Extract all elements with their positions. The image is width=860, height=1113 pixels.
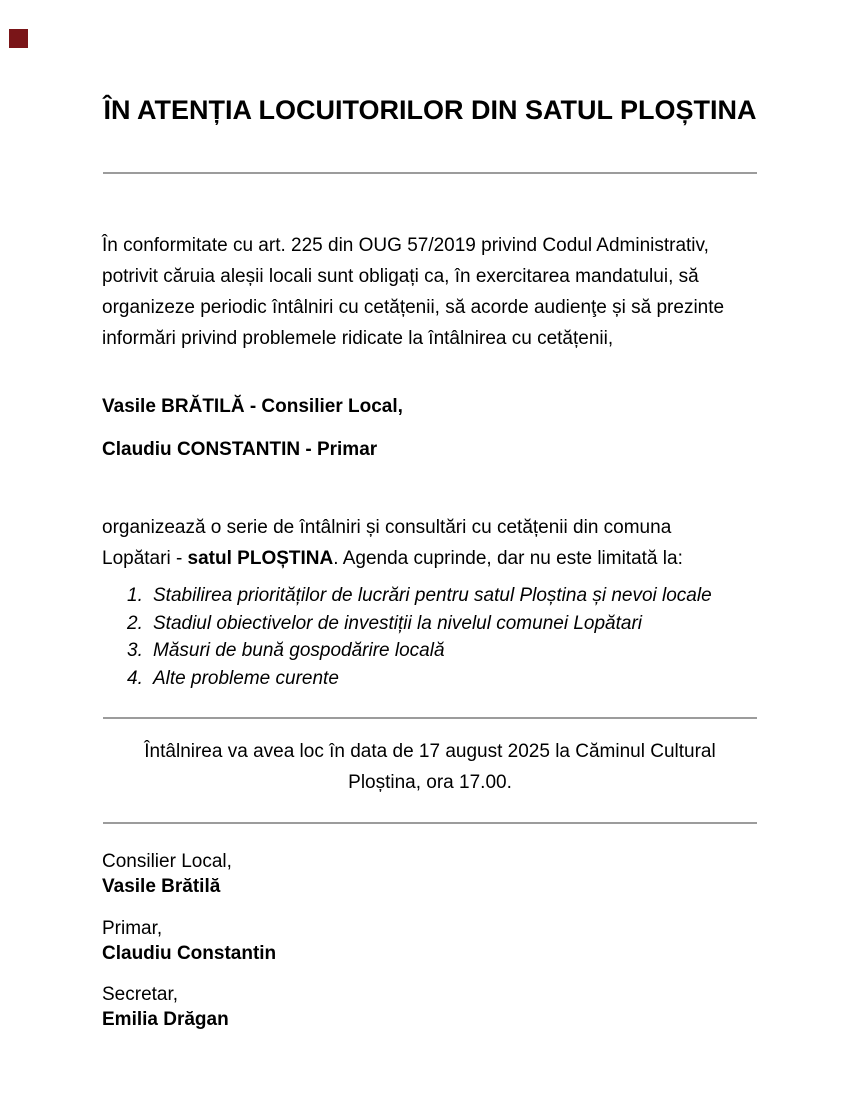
- agenda-item: [102, 582, 712, 610]
- official-consilier-local: Vasile BRĂTILĂ - Consilier Local,: [102, 396, 403, 417]
- meeting-line: Întâlnirea va avea loc în data de 17 august 2025 la Căminul Cultural: [144, 741, 716, 762]
- agenda-list: [102, 582, 712, 692]
- organize-text: Lopătari -: [102, 548, 188, 569]
- intro-line: potrivit căruia aleșii locali sunt obligați ca, în exercitarea mandatului, să: [102, 266, 699, 287]
- divider-top: [103, 172, 757, 174]
- intro-line: informări privind problemele ridicate la întâlnirea cu cetățenii,: [102, 328, 614, 349]
- meeting-line: Ploștina, ora 17.00.: [348, 772, 512, 793]
- intro-line: organizeze periodic întâlniri cu cetățenii, să acorde audienţe și să prezinte: [102, 297, 725, 318]
- page-title: ÎN ATENȚIA LOCUITORILOR DIN SATUL PLOȘTINA: [103, 95, 757, 125]
- signature-consilier: [102, 849, 232, 899]
- meeting-notice: [103, 736, 757, 798]
- village-name-bold: satul PLOȘTINA: [187, 548, 334, 569]
- organize-line: [102, 543, 683, 574]
- signature-secretar: [102, 982, 229, 1032]
- organize-paragraph: [102, 512, 683, 574]
- divider-meeting-bottom: [103, 822, 757, 824]
- organize-text: . Agenda cuprinde, dar nu este limitată la:: [333, 548, 683, 569]
- divider-meeting-top: [103, 717, 757, 719]
- agenda-item: [102, 610, 712, 638]
- official-primar: Claudiu CONSTANTIN - Primar: [102, 439, 378, 460]
- signature-name: Vasile Brătilă: [102, 876, 221, 897]
- red-square-marker: [9, 29, 28, 48]
- signature-role: Consilier Local,: [102, 851, 232, 872]
- agenda-item: [102, 637, 712, 665]
- agenda-item-number: 4.: [127, 667, 143, 689]
- agenda-item: [102, 665, 712, 693]
- agenda-item-text: Stabilirea priorităților de lucrări pentru satul Ploștina și nevoi locale: [153, 585, 712, 606]
- agenda-item-number: 3.: [127, 640, 143, 661]
- agenda-item-number: 1.: [127, 585, 143, 606]
- signature-name: Claudiu Constantin: [102, 943, 277, 964]
- intro-line: În conformitate cu art. 225 din OUG 57/2019 privind Codul Administrativ,: [102, 235, 709, 256]
- signature-role: Primar,: [102, 918, 163, 939]
- agenda-item-number: 2.: [127, 612, 143, 634]
- signature-primar: [102, 916, 276, 966]
- intro-paragraph: [102, 230, 724, 354]
- signature-name: Emilia Drăgan: [102, 1009, 229, 1030]
- agenda-item-text: Măsuri de bună gospodărire locală: [153, 640, 445, 661]
- organize-line: organizează o serie de întâlniri și consultări cu cetățenii din comuna: [102, 517, 672, 538]
- signature-role: Secretar,: [102, 984, 179, 1005]
- agenda-item-text: Alte probleme curente: [153, 667, 339, 689]
- agenda-item-text: Stadiul obiectivelor de investiții la nivelul comunei Lopătari: [153, 612, 642, 634]
